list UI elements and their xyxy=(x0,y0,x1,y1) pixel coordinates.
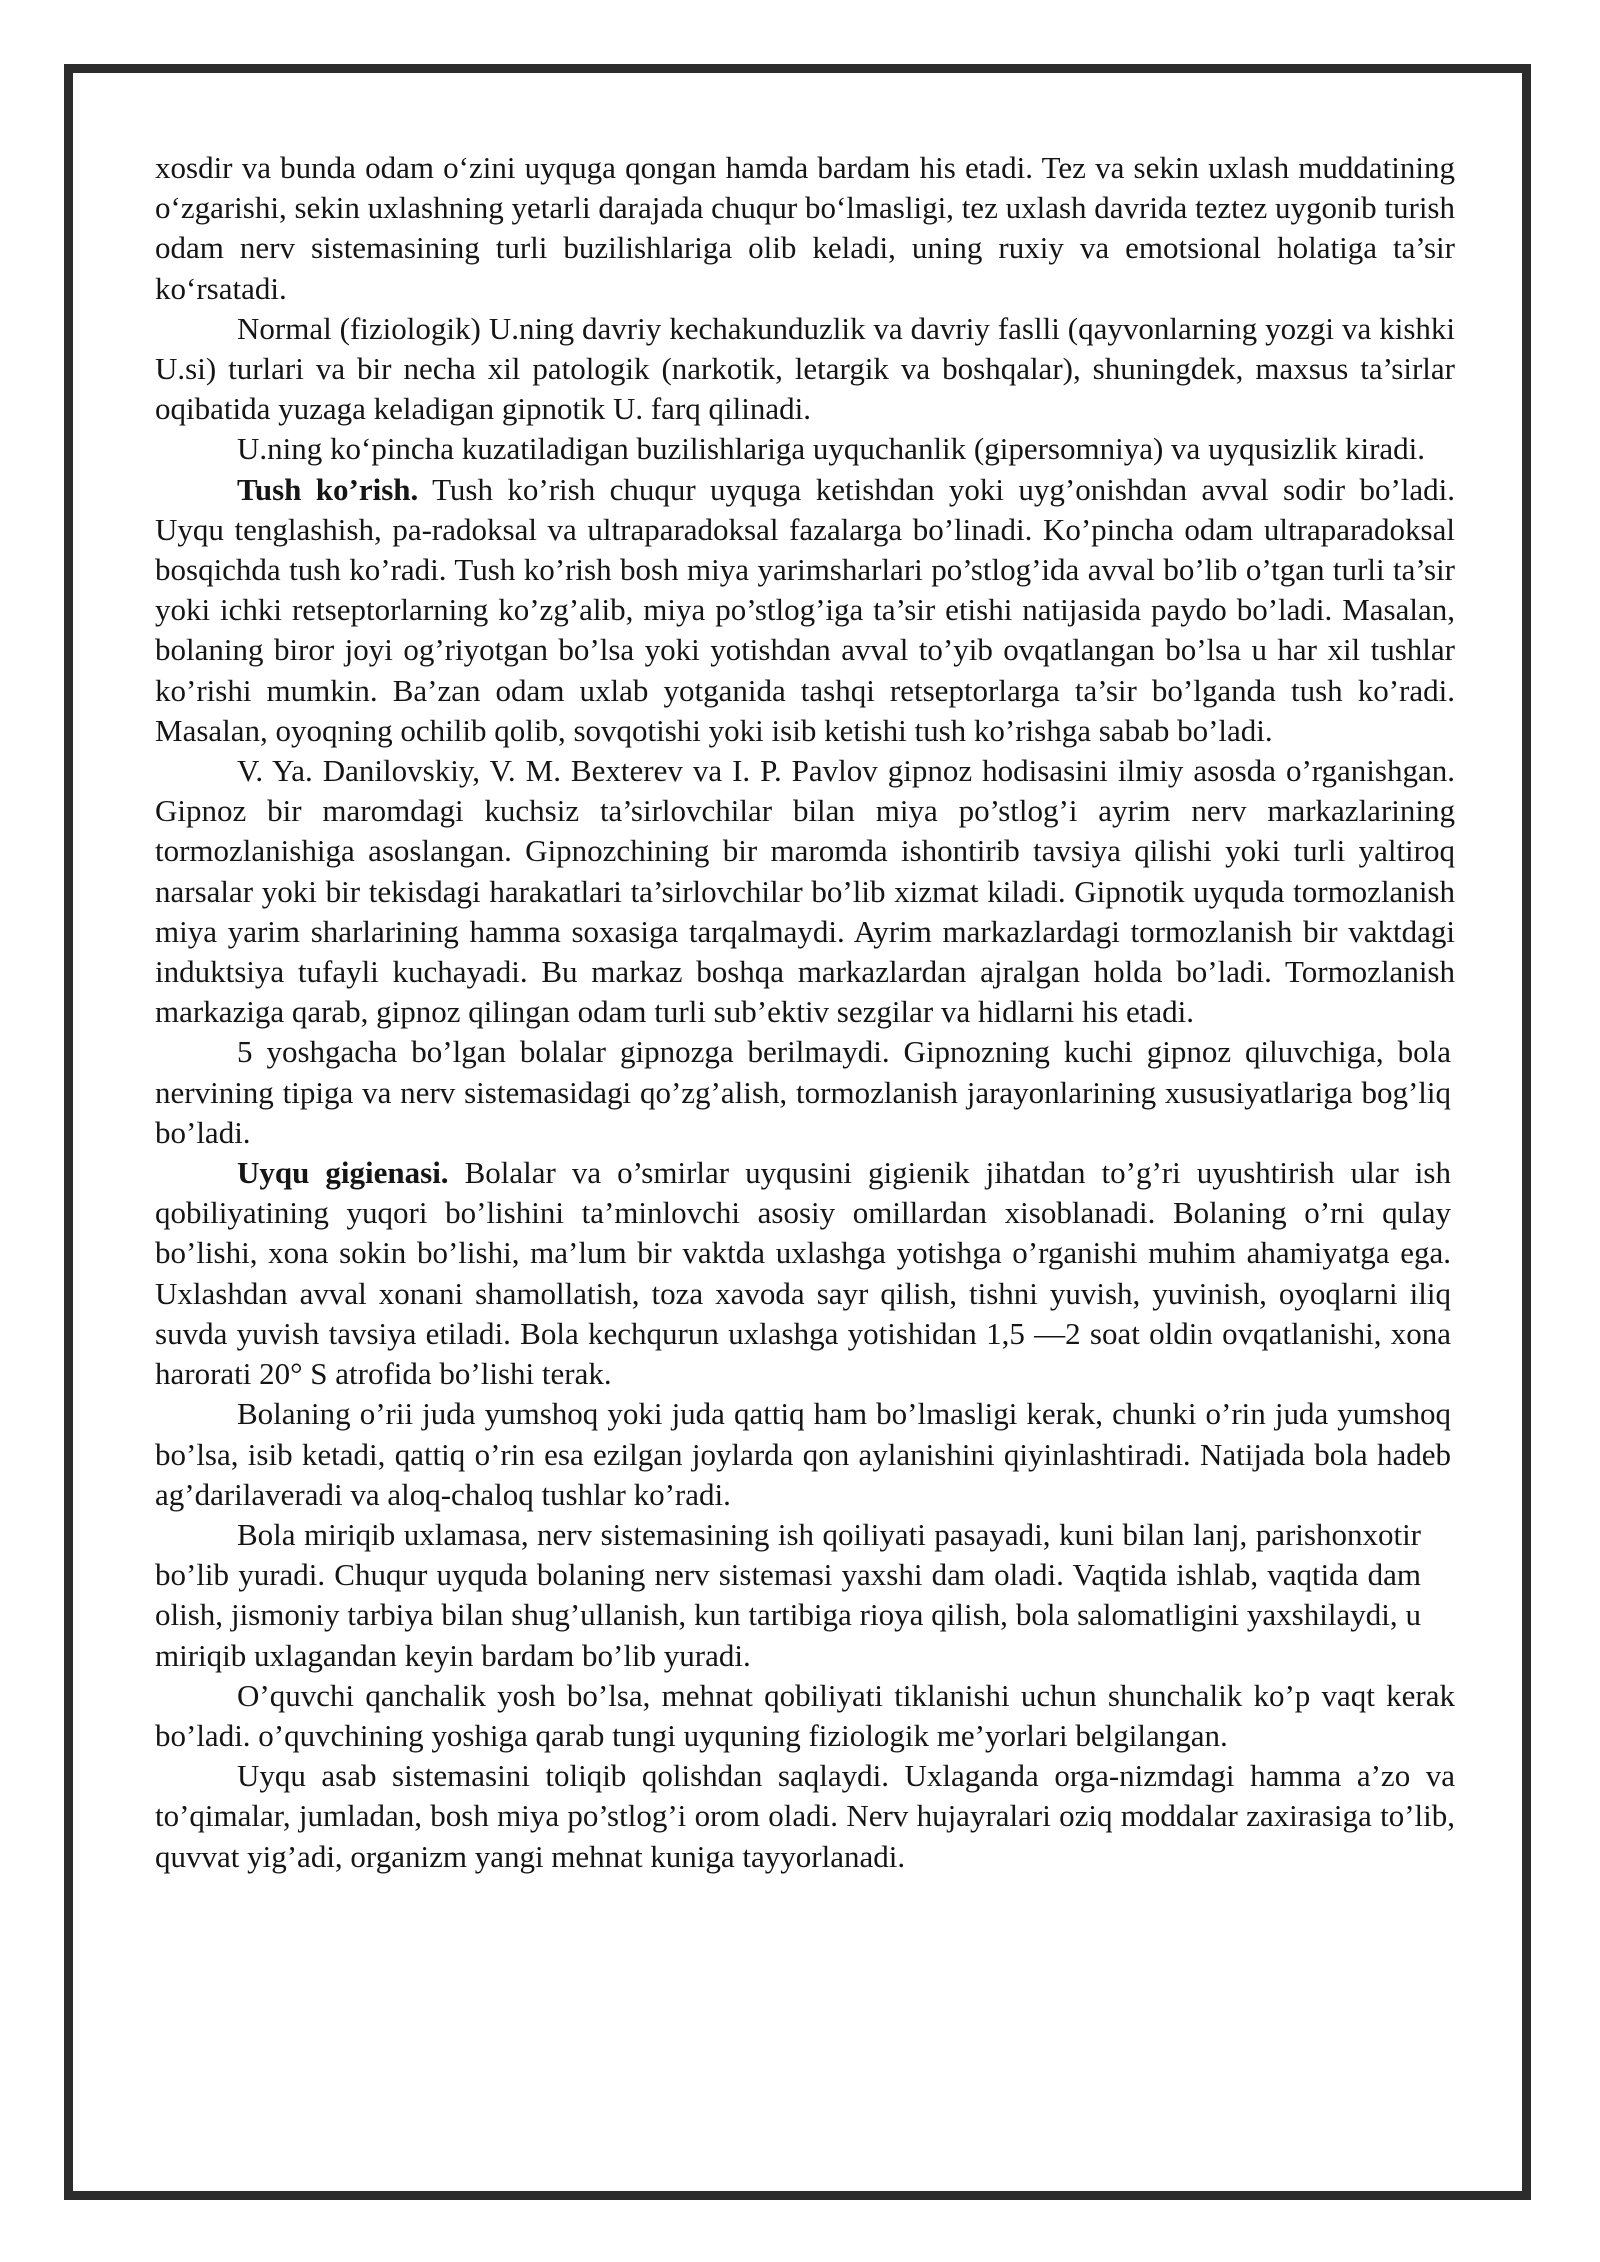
paragraph-text: Normal (fiziologik) U.ning davriy kechakunduzlik va davriy faslli (qayvonlarning yozgi va kishki U.si) turlari va bir necha xil patologik (narkotik, letargik va boshqalar), shuningdek, maxsus ta’sirlar oqibatida yuzaga keladigan gipnotik U. farq qilinadi. xyxy=(155,310,1455,427)
paragraph-tush-korish xyxy=(155,470,1455,751)
paragraph-text: Uyqu asab sistemasini toliqib qolishdan saqlaydi. Uxlaganda orga-nizmdagi hamma a’zo va to’qimalar, jumladan, bosh miya po’stlog’i orom oladi. Nerv hujayralari oziq moddalar zaxirasiga to’lib, quvvat yig’adi, organizm yangi mehnat kuniga tayyorlanadi. xyxy=(155,1758,1455,1874)
paragraph-text: 5 yoshgacha bo’lgan bolalar gipnozga berilmaydi. Gipnozning kuchi gipnoz qiluvchiga, bola nervining tipiga va nerv sistemasidagi qo’zg’alish, tormozlanish jarayonlarining xususiyatlariga bog’liq bo’ladi. xyxy=(155,1034,1451,1150)
paragraph-text: O’quvchi qanchalik yosh bo’lsa, mehnat qobiliyati tiklanishi uchun shunchalik ko’p vaqt kerak bo’ladi. o’quvchining yoshiga qarab tungi uyquning fiziologik me’yorlari belgilangan. xyxy=(155,1677,1455,1753)
paragraph-text: V. Ya. Danilovskiy, V. M. Bexterev va I. P. Pavlov gipnoz hodisasini ilmiy asosda o’rganishgan. Gipnoz bir maromdagi kuchsiz ta’sirlovchilar bilan miya po’stlog’i ayrim nerv markazlarining tormozlanishiga asoslangan. Gipnozchining bir maromda ishontirib tavsiya qilishi yoki turli yaltiroq narsalar yoki bir tekisdagi harakatlari ta’sirlovchilar bo’lib xizmat kiladi. Gipnotik uyquda tormozlanish miya yarim sharlarining hamma soxasiga tarqalmaydi. Ayrim markazlardagi tormozlanish bir vaktdagi induktsiya tufayli kuchayadi. Bu markaz boshqa markazlardan ajralgan holda bo’ladi. Tormozlanish markaziga qarab, gipnoz qilingan odam turli sub’ektiv sezgilar va hidlarni his etadi. xyxy=(155,753,1455,1030)
paragraph-oquvchi xyxy=(155,1676,1455,1756)
paragraph-2 xyxy=(155,309,1455,430)
paragraph-text: xosdir va bunda odam o‘zini uyquga qongan hamda bardam his etadi. Tez va sekin uxlash muddatining o‘zgarishi, sekin uxlashning yetarli darajada chuqur bo‘lmasligi, tez uxlash davrida teztez uygonib turish odam nerv sistemasining turli buzilishlariga olib keladi, uning ruxiy va emotsional holatiga ta’sir ko‘rsatadi. xyxy=(155,150,1455,306)
paragraph-orin xyxy=(155,1394,1451,1515)
paragraph-1 xyxy=(155,148,1455,309)
paragraph-text: Tush ko’rish chuqur uyquga ketishdan yoki uyg’onishdan avval sodir bo’ladi. Uyqu tenglashish, pa-radoksal va ultraparadoksal fazalarga bo’linadi. Ko’pincha odam ultraparadoksal bosqichda tush ko’radi. Tush ko’rish bosh miya yarimsharlari po’stlog’ida avval bo’lib o’tgan turli ta’sir yoki ichki retseptorlarning ko’zg’alib, miya po’stlog’iga ta’sir etishi natijasida paydo bo’ladi. Masalan, bolaning biror joyi og’riyotgan bo’lsa yoki yotishdan avval to’yib ovqatlangan bo’lsa u har xil tushlar ko’rishi mumkin. Ba’zan odam uxlab yotganida tashqi retseptorlarga ta’sir bo’lganda tush ko’radi. Masalan, oyoqning ochilib qolib, sovqotishi yoki isib ketishi tush ko’rishga sabab bo’ladi. xyxy=(155,471,1455,748)
paragraph-text: U.ning ko‘pincha kuzatiladigan buzilishlariga uyquchanlik (gipersomniya) va uyqusizlik kiradi. xyxy=(237,431,1426,467)
document-body xyxy=(155,148,1455,1877)
paragraph-uyqu-gigienasi xyxy=(155,1153,1451,1394)
paragraph-text: Bola miriqib uxlamasa, nerv sistemasining ish qoiliyati pasayadi, kuni bilan lanj, parishonxotir bo’lib yuradi. Chuqur uyquda bolaning nerv sistemasi yaxshi dam oladi. Vaqtida ishlab, vaqtida dam olish, jismoniy tarbiya bilan shug’ullanish, kun tartibiga rioya qilish, bola salomatligini yaxshilaydi, u miriqib uxlagandan keyin bardam bo’lib yuradi. xyxy=(155,1516,1421,1673)
paragraph-heading: Uyqu gigienasi. xyxy=(237,1155,449,1191)
paragraph-gipnoz xyxy=(155,751,1455,1032)
paragraph-3 xyxy=(155,429,1455,469)
paragraph-text: Bolaning o’rii juda yumshoq yoki juda qattiq ham bo’lmasligi kerak, chunki o’rin juda yumshoq bo’lsa, isib ketadi, qattiq o’rin esa ezilgan joylarda qon aylanishini qiyinlashtiradi. Natijada bola hadeb ag’darilaveradi va aloq-chaloq tushlar ko’radi. xyxy=(155,1396,1451,1512)
paragraph-text: Bolalar va o’smirlar uyqusini gigienik jihatdan to’g’ri uyushtirish ular ish qobiliyatining yuqori bo’lishini ta’minlovchi asosiy omillardan xisoblanadi. Bolaning o’rni qulay bo’lishi, xona sokin bo’lishi, ma’lum bir vaktda uxlashga yotishga o’rganishi muhim ahamiyatga ega. Uxlashdan avval xonani shamollatish, toza xavoda sayr qilish, tishni yuvish, yuvinish, oyoqlarni iliq suvda yuvish tavsiya etiladi. Bola kechqurun uxlashga yotishidan 1,5 —2 soat oldin ovqatlanishi, xona harorati 20° S atrofida bo’lishi terak. xyxy=(155,1155,1451,1392)
paragraph-uyqu-asab xyxy=(155,1756,1455,1877)
paragraph-heading: Tush ko’rish. xyxy=(237,471,419,507)
paragraph-yoshgacha xyxy=(155,1032,1451,1153)
paragraph-miriqib xyxy=(155,1515,1421,1676)
